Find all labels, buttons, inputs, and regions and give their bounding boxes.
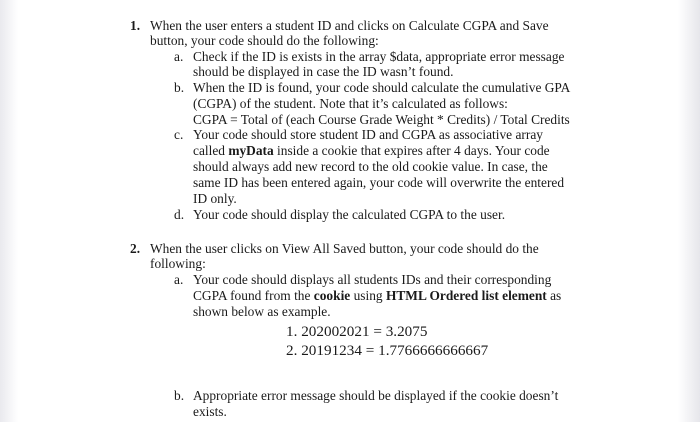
example-list-item: 1. 202002021 = 3.2075	[286, 323, 428, 340]
item-letter: a.	[174, 49, 184, 64]
item-text-line: called myData inside a cookie that expires after 4 days. Your code	[193, 143, 550, 158]
item-text-line: ID only.	[193, 191, 237, 206]
item-text-line: When the ID is found, your code should calculate the cumulative GPA	[193, 80, 571, 95]
question-text-line: When the user enters a student ID and clicks on Calculate CGPA and Save	[150, 18, 549, 33]
question-text-line: When the user clicks on View All Saved button, your code should do the	[150, 241, 539, 256]
item-text-line: (CGPA) of the student. Note that it’s calculated as follows:	[193, 96, 508, 111]
item-text-line: shown below as example.	[193, 304, 331, 319]
bold-term: HTML Ordered list element	[385, 288, 547, 303]
item-text-line: Your code should displays all students IDs and their corresponding	[193, 272, 552, 287]
question-number: 1.	[130, 18, 141, 33]
question-number: 2.	[130, 241, 141, 256]
item-text-line: Check if the ID is exists in the array $data, appropriate error message	[193, 49, 565, 64]
item-text-line: same ID has been entered again, your code will overwrite the entered	[193, 175, 565, 190]
item-text-line: should be displayed in case the ID wasn’t found.	[193, 64, 454, 79]
item-text-line: should always add new record to the old cookie value. In case, the	[193, 159, 548, 174]
item-text-line: Your code should display the calculated CGPA to the user.	[193, 207, 506, 222]
item-text-line: Appropriate error message should be displayed if the cookie doesn’t	[193, 388, 559, 403]
item-letter: d.	[174, 207, 185, 222]
question-text-line: button, your code should do the following:	[150, 33, 379, 48]
item-letter: b.	[174, 388, 185, 403]
item-text-line: exists.	[193, 404, 227, 419]
bold-term: cookie	[313, 288, 351, 303]
item-text-line: CGPA found from the cookie using HTML Ordered list element as	[193, 288, 562, 303]
item-text-line: Your code should store student ID and CGPA as associative array	[193, 127, 543, 142]
bold-term: myData	[228, 143, 274, 158]
item-letter: a.	[174, 272, 184, 287]
item-letter: b.	[174, 80, 185, 95]
example-list-item: 2. 20191234 = 1.7766666666667	[286, 342, 489, 359]
item-letter: c.	[174, 127, 184, 142]
formula-line: CGPA = Total of (each Course Grade Weight * Credits) / Total Credits	[193, 112, 570, 127]
question-text-line: following:	[150, 256, 206, 271]
